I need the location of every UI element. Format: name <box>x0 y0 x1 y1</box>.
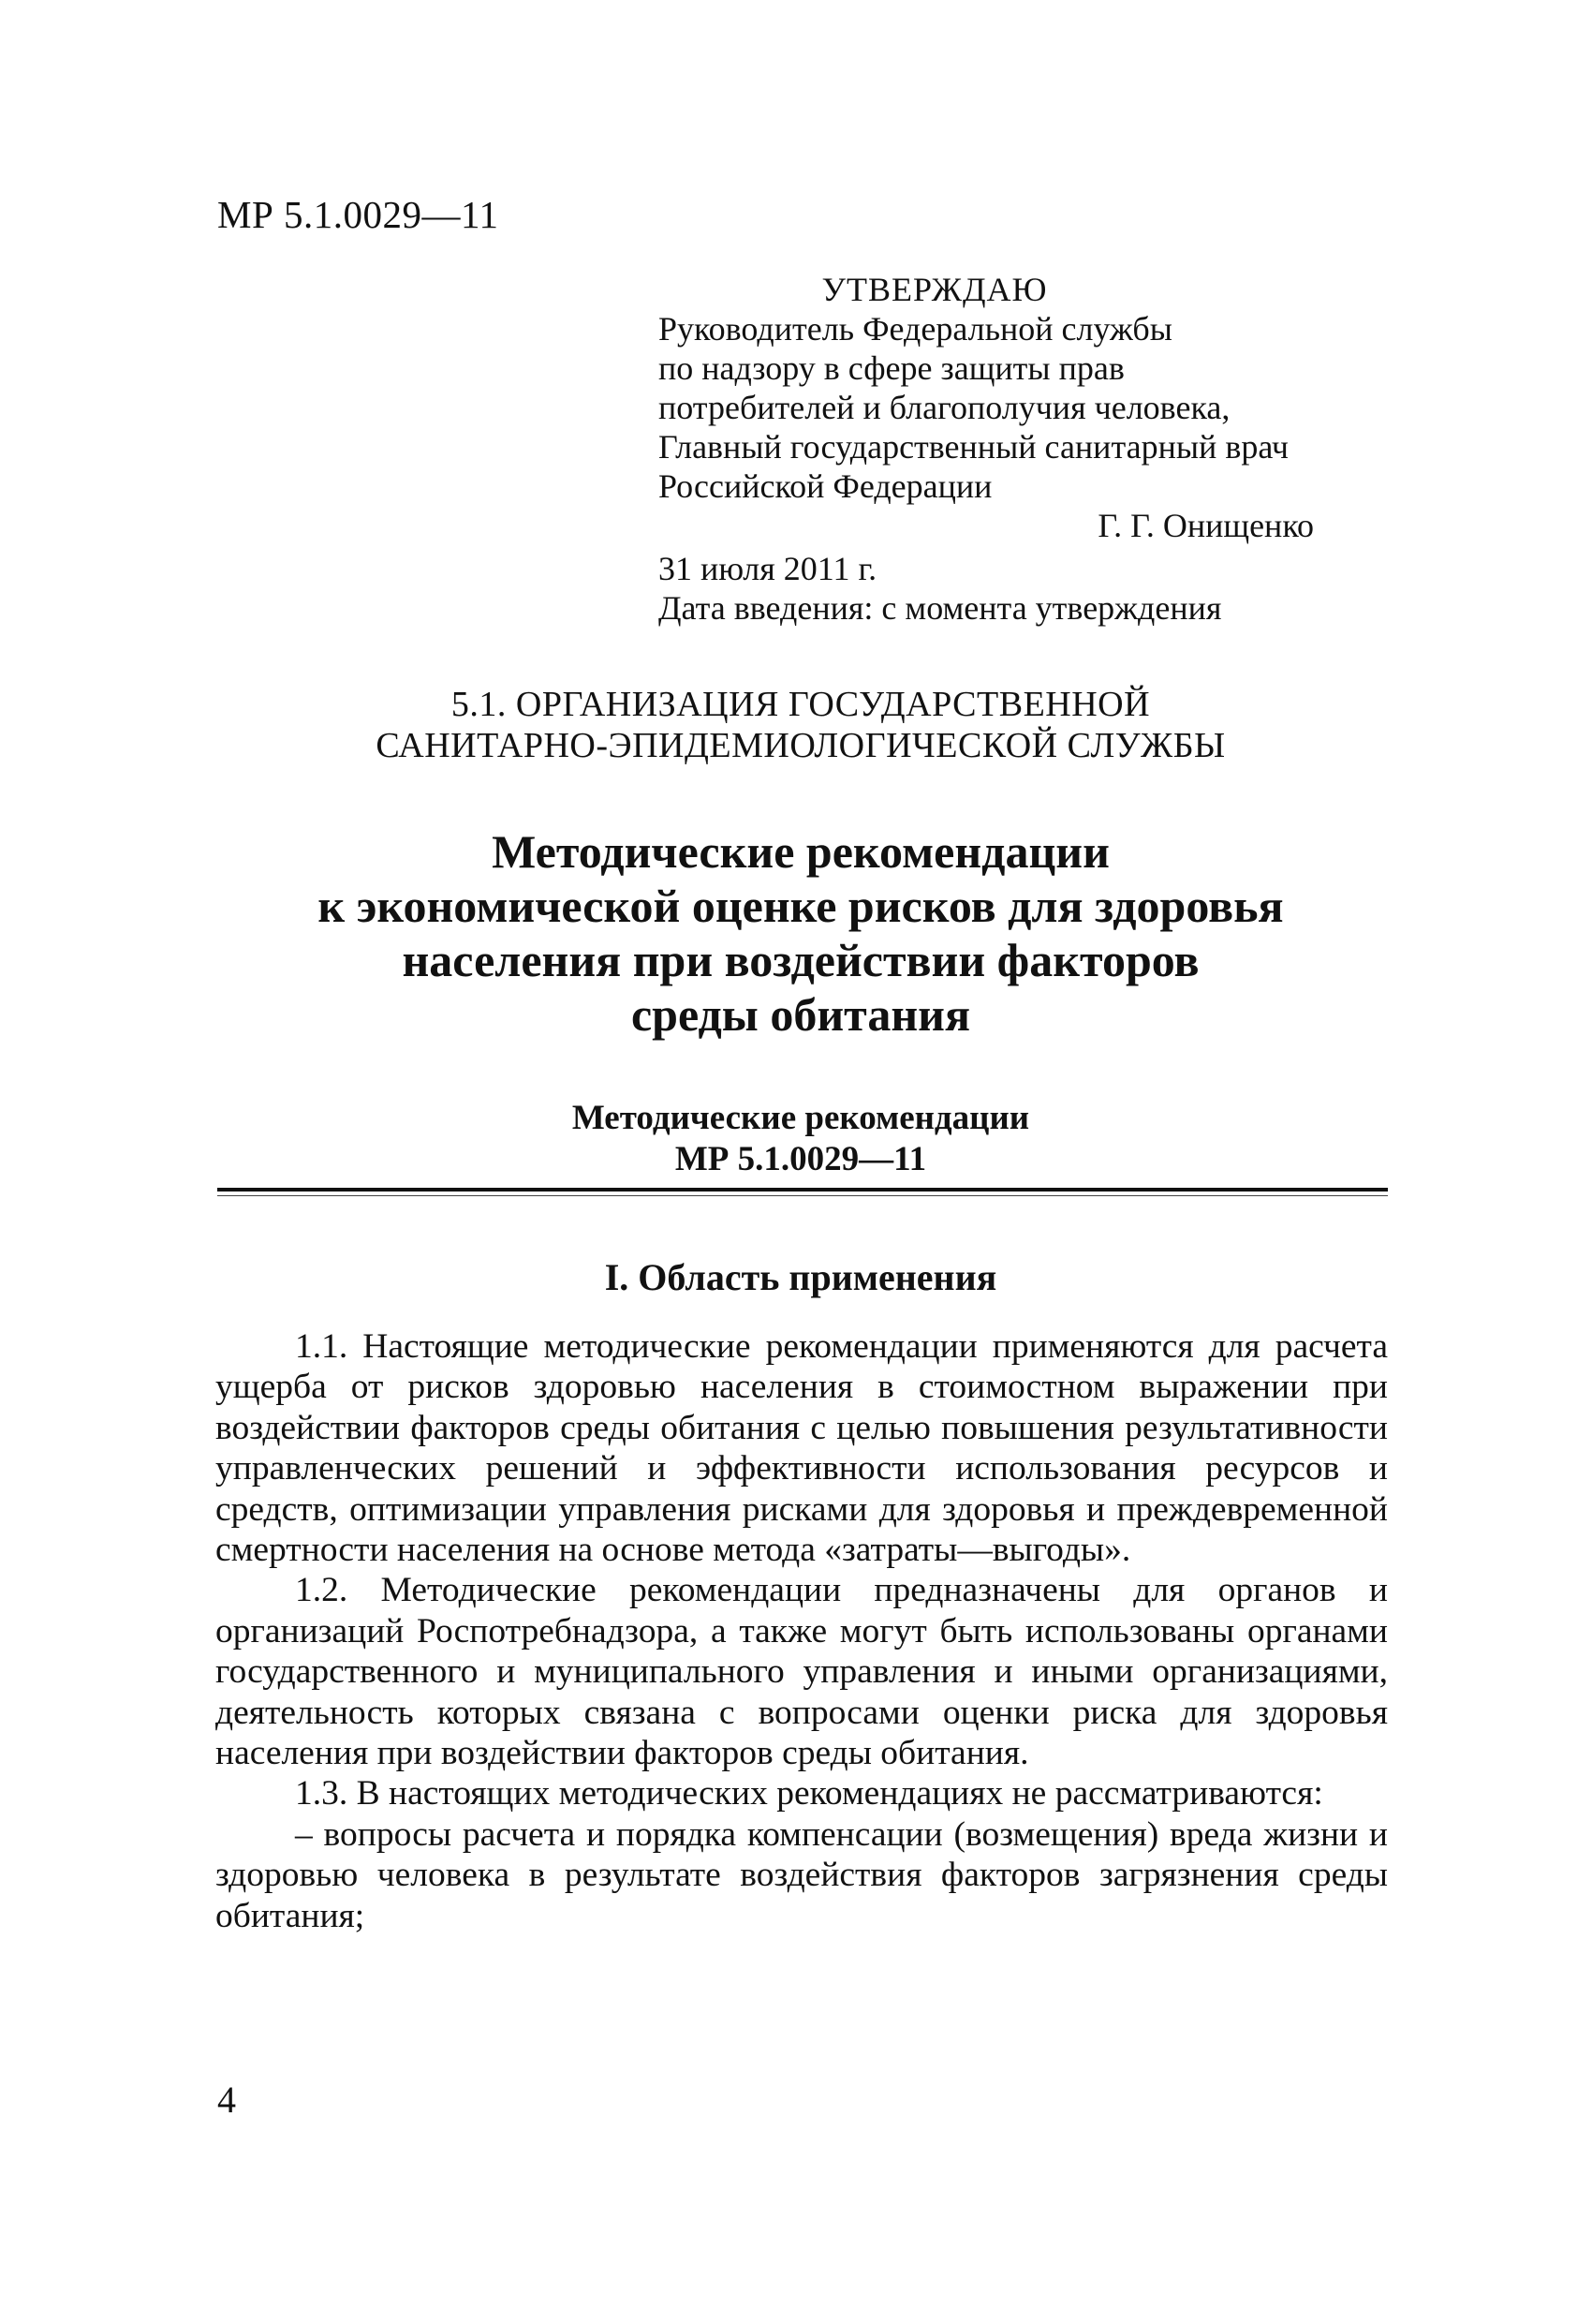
subtitle-line: Методические рекомендации <box>571 1099 1030 1137</box>
paragraph: 1.3. В настоящих методических рекомендациях не рассматриваются: <box>295 1774 1323 1813</box>
effective-date: Дата введения: с момента утверждения <box>658 589 1222 627</box>
divider-rule-thin <box>217 1195 1388 1196</box>
document-code: МР 5.1.0029—11 <box>217 193 499 236</box>
title-line: населения при воздействии факторов <box>402 934 1200 986</box>
approval-line: по надзору в сфере защиты прав <box>658 349 1125 387</box>
section-heading-line: 5.1. ОРГАНИЗАЦИЯ ГОСУДАРСТВЕННОЙ <box>450 685 1151 724</box>
document-title <box>215 824 1386 1042</box>
title-line: к экономической оценке рисков для здоровья <box>317 880 1284 932</box>
paragraph: 1.1. Настоящие методические рекомендации применяются для расчета ущерба от рисков здоровью населения в стоимостном выражении при воздействии факторов среды обитания с целью повышения результативности управленческих решений и эффективности использования ресурсов и средств, оптимизации управления рисками для здоровья и преждевременной смертности населения на основе метода «затраты—выгоды». <box>215 1327 1388 1570</box>
chapter-title: I. Область применения <box>604 1256 997 1298</box>
subtitle-line: МР 5.1.0029—11 <box>674 1140 927 1178</box>
approval-line: Руководитель Федеральной службы <box>658 310 1172 348</box>
approval-line: Российской Федерации <box>658 467 993 505</box>
approval-date: 31 июля 2011 г. <box>658 550 877 587</box>
approval-line: потребителей и благополучия человека, <box>658 389 1231 426</box>
approval-signer: Г. Г. Онищенко <box>1098 507 1314 544</box>
title-line: среды обитания <box>630 988 970 1041</box>
page-number: 4 <box>217 2079 236 2121</box>
approval-line: Главный государственный санитарный врач <box>658 428 1289 466</box>
section-heading <box>215 684 1386 766</box>
title-line: Методические рекомендации <box>492 825 1110 878</box>
paragraph: 1.2. Методические рекомендации предназначены для органов и организаций Роспотребнадзора, а также могут быть использованы органами государственного и муниципального управления и иными организациями, деятельность которых связана с вопросами оценки риска для здоровья населения при воздействии факторов среды обитания. <box>215 1571 1388 1773</box>
divider-rule <box>217 1188 1388 1192</box>
approval-heading: УТВЕРЖДАЮ <box>821 271 1048 308</box>
paragraph: – вопросы расчета и порядка компенсации (возмещения) вреда жизни и здоровью человека в результате воздействия факторов загрязнения среды обитания; <box>215 1814 1388 1935</box>
approval-block <box>658 270 1333 628</box>
body-text <box>215 1326 1388 1936</box>
section-heading-line: САНИТАРНО-ЭПИДЕМИОЛОГИЧЕСКОЙ СЛУЖБЫ <box>376 726 1226 765</box>
document-subtitle <box>215 1098 1386 1180</box>
